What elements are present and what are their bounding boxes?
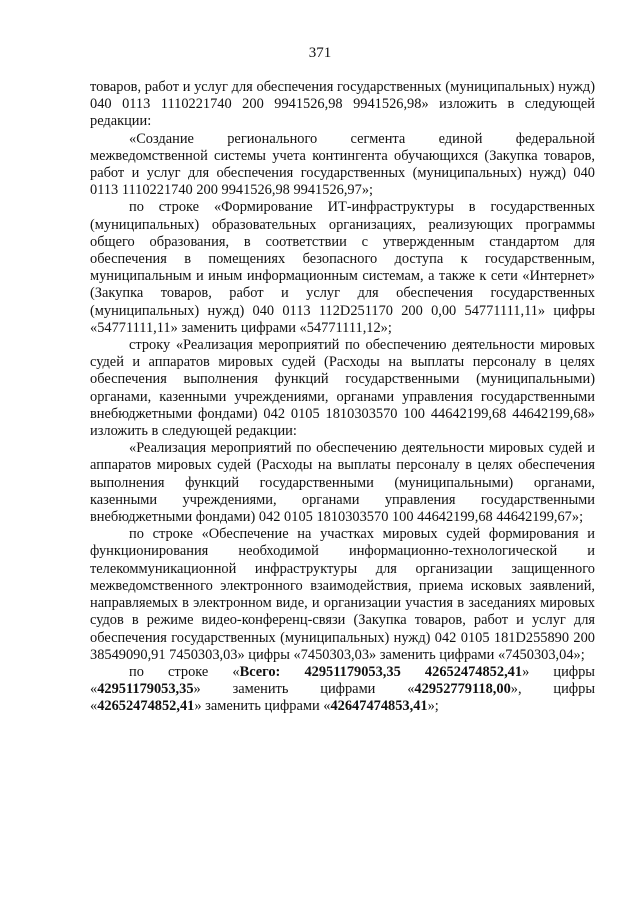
paragraph-magistrates-new-wording: «Реализация мероприятий по обеспечению деятельности мировых судей и аппаратов мировых судей (Расходы на выплаты персоналу в целях обеспечения выполнения функций государственными (муниципальными) органами, казенными учреждениями, органами управления государственными внебюджетными фондами) 042 0105 1810303570 100 44642199,68 44642199,67»; xyxy=(90,440,595,526)
total-mid-2: » заменить цифрами « xyxy=(193,681,415,698)
paragraph-magistrates-infrastructure: по строке «Обеспечение на участках мировых судей формирования и функционирования необходимой информационно-технологической и телекоммуникационной инфраструктуры для организации защищенного межведомственного электронного взаимодействия, приема исковых заявлений, направляемых в электронном виде, и организации участия в заседаниях мировых судов в режиме видео-конференц-связи (Закупка товаров, работ и услуг для обеспечения государственных (муниципальных) нужд) 042 0105 181D255890 200 38549090,91 7450303,03» цифры «7450303,03» заменить цифрами «7450303,04»; xyxy=(90,526,595,663)
total-prefix: по строке « xyxy=(129,663,240,680)
old-figure-2: 42652474852,41 xyxy=(97,698,195,715)
total-suffix: »; xyxy=(427,698,439,715)
new-figure-1: 42952779118,00 xyxy=(414,681,511,698)
total-mid-3: », цифры « xyxy=(90,681,595,715)
total-value-2: 42652474852,41 xyxy=(424,663,523,680)
document-body xyxy=(90,79,595,716)
new-figure-2: 42647474853,41 xyxy=(330,698,428,715)
total-mid-4: » заменить цифрами « xyxy=(194,698,331,715)
page-number: 371 xyxy=(308,45,332,61)
paragraph-continuation: товаров, работ и услуг для обеспечения государственных (муниципальных) нужд) 040 0113 1110221740 200 9941526,98 9941526,98» изложить в следующей редакции: xyxy=(90,79,595,130)
paragraph-magistrates-line: строку «Реализация мероприятий по обеспечению деятельности мировых судей и аппаратов мировых судей (Расходы на выплаты персоналу в целях обеспечения выполнения функций государственными (муниципальными) органами, казенными учреждениями, органами управления государственными внебюджетными фондами) 042 0105 1810303570 100 44642199,68 44642199,68» изложить в следующей редакции: xyxy=(90,337,595,440)
paragraph-new-wording-education: «Создание регионального сегмента единой федеральной межведомственной системы учета контингента обучающихся (Закупка товаров, работ и услуг для обеспечения государственных (муниципальных) нужд) 040 0113 1110221740 200 9941526,98 9941526,97»; xyxy=(90,130,595,199)
paragraph-total-line xyxy=(90,664,595,716)
total-label: Всего: xyxy=(239,663,281,680)
old-figure-1: 42951179053,35 xyxy=(97,681,194,698)
paragraph-it-infrastructure: по строке «Формирование ИТ-инфраструктуры в государственных (муниципальных) образовательных организациях, реализующих программы общего образования, в соответствии с утвержденным стандартом для обеспечения в помещениях безопасного доступа к государственным, муниципальным и иным информационным системам, а также к сети «Интернет» (Закупка товаров, работ и услуг для обеспечения государственных (муниципальных) нужд) 040 0113 112D251170 200 0,00 54771111,11» цифры «54771111,11» заменить цифрами «54771111,12»; xyxy=(90,199,595,336)
total-value-1: 42951179053,35 xyxy=(304,663,401,680)
total-mid-1: » цифры « xyxy=(90,663,595,698)
